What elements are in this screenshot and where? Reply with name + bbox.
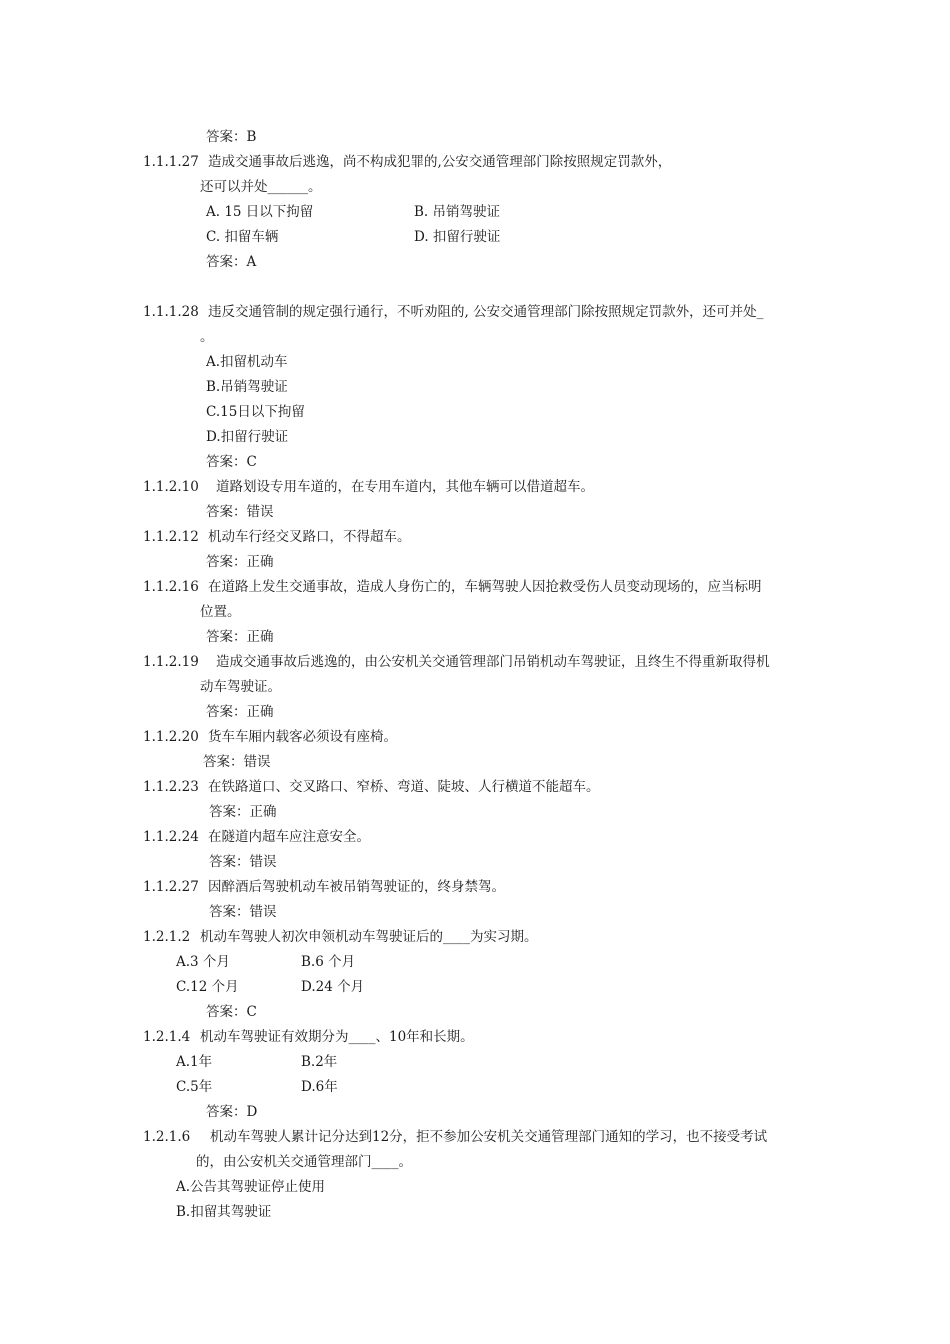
answer-text: 答案：正确 [209, 804, 277, 820]
question-number: 1.1.2.16 [143, 579, 199, 595]
question-text: 动车驾驶证。 [200, 679, 281, 695]
question-text: 因醉酒后驾驶机动车被吊销驾驶证的，终身禁驾。 [208, 879, 505, 895]
question-text: 的，由公安机关交通管理部门____。 [196, 1154, 412, 1170]
answer-text: 答案：错误 [209, 904, 277, 920]
answer-text: 答案：正确 [206, 704, 274, 720]
option-c: C.12 个月 [176, 979, 239, 995]
question-text: 造成交通事故后逃逸的，由公安机关交通管理部门吊销机动车驾驶证，且终生不得重新取得机 [216, 654, 770, 670]
question-text: 机动车驾驶人初次申领机动车驾驶证后的____为实习期。 [200, 929, 538, 945]
question-number: 1.1.1.27 [143, 154, 199, 170]
option-a: A.扣留机动车 [206, 354, 288, 370]
option-b: B. 吊销驾驶证 [414, 204, 501, 220]
option-c: C.5年 [176, 1079, 213, 1095]
question-number: 1.1.2.27 [143, 879, 199, 895]
question-text: 机动车驾驶证有效期分为____、10年和长期。 [200, 1029, 474, 1045]
answer-text: 答案：B [206, 129, 257, 145]
question-number: 1.1.2.19 [143, 654, 199, 670]
question-text: 位置。 [200, 604, 241, 620]
question-text: 在道路上发生交通事故，造成人身伤亡的，车辆驾驶人因抢救受伤人员变动现场的，应当标明 [208, 579, 762, 595]
question-text: 。 [200, 329, 214, 345]
question-number: 1.1.2.20 [143, 729, 199, 745]
question-number: 1.1.1.28 [143, 304, 199, 320]
option-d: D.24 个月 [301, 979, 365, 995]
answer-text: 答案：A [206, 254, 257, 270]
option-d: D.6年 [301, 1079, 338, 1095]
question-number: 1.1.2.10 [143, 479, 199, 495]
answer-text: 答案：C [206, 1004, 257, 1020]
question-number: 1.2.1.4 [143, 1029, 191, 1045]
question-number: 1.2.1.2 [143, 929, 191, 945]
answer-text: 答案：C [206, 454, 257, 470]
answer-text: 答案：正确 [206, 554, 274, 570]
answer-text: 答案：D [206, 1104, 258, 1120]
question-text: 机动车行经交叉路口，不得超车。 [208, 529, 411, 545]
question-text: 在铁路道口、交叉路口、窄桥、弯道、陡坡、人行横道不能超车。 [208, 779, 600, 795]
option-b: B.6 个月 [301, 954, 356, 970]
question-text: 在隧道内超车应注意安全。 [208, 829, 370, 845]
answer-text: 答案：错误 [203, 754, 271, 770]
question-text: 货车车厢内载客必须设有座椅。 [208, 729, 397, 745]
option-a: A. 15 日以下拘留 [206, 204, 314, 220]
option-b: B.2年 [301, 1054, 338, 1070]
question-number: 1.1.2.23 [143, 779, 199, 795]
option-b: B.吊销驾驶证 [206, 379, 288, 395]
question-text: 机动车驾驶人累计记分达到12分，拒不参加公安机关交通管理部门通知的学习，也不接受考试 [210, 1129, 768, 1145]
option-d: D. 扣留行驶证 [414, 229, 501, 245]
option-a: A.3 个月 [176, 954, 230, 970]
question-text: 还可以并处______。 [200, 179, 322, 195]
answer-text: 答案：错误 [209, 854, 277, 870]
question-number: 1.2.1.6 [143, 1129, 191, 1145]
question-text: 造成交通事故后逃逸，尚不构成犯罪的,公安交通管理部门除按照规定罚款外， [208, 154, 672, 170]
answer-text: 答案：正确 [206, 629, 274, 645]
question-text: 违反交通管制的规定强行通行，不听劝阻的, 公安交通管理部门除按照规定罚款外，还可并处_ [208, 304, 764, 320]
question-number: 1.1.2.12 [143, 529, 199, 545]
option-c: C. 扣留车辆 [206, 229, 279, 245]
option-a: A.1年 [176, 1054, 213, 1070]
answer-text: 答案：错误 [206, 504, 274, 520]
option-c: C.15日以下拘留 [206, 404, 305, 420]
question-number: 1.1.2.24 [143, 829, 199, 845]
option-b: B.扣留其驾驶证 [176, 1204, 272, 1220]
question-text: 道路划设专用车道的，在专用车道内，其他车辆可以借道超车。 [216, 479, 594, 495]
option-d: D.扣留行驶证 [206, 429, 289, 445]
option-a: A.公告其驾驶证停止使用 [176, 1179, 326, 1195]
